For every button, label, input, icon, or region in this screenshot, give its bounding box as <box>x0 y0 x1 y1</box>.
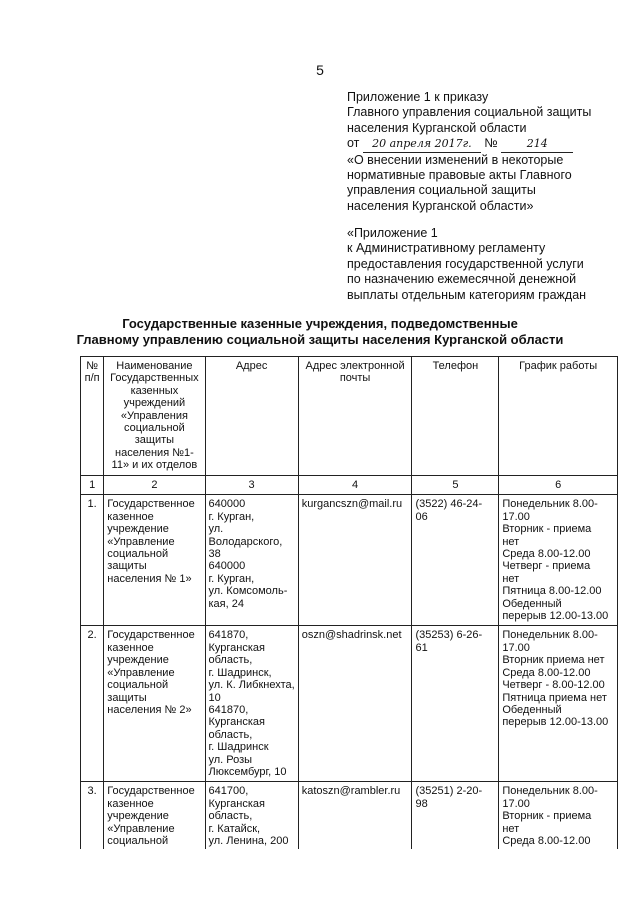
header-cell: Адрес <box>205 357 298 476</box>
institution-name-line: учреждение <box>107 523 169 536</box>
address-line: г. Катайск, <box>208 822 261 835</box>
regulation-line: по назначению ежемесячной денежной <box>347 272 577 287</box>
work-schedule-line: Пятница приема нет <box>502 691 607 704</box>
address-line: 640000 <box>208 498 246 511</box>
address-line: 641870, <box>208 629 249 642</box>
row-number: 2. <box>81 626 104 782</box>
institution-name <box>104 782 205 849</box>
institution-name <box>104 495 205 626</box>
institution-name-line: социальной <box>107 548 169 561</box>
work-schedule-line: Понедельник 8.00- <box>502 498 598 511</box>
header-cell: № п/п <box>81 357 104 476</box>
address-line: 641700, <box>208 785 249 798</box>
work-schedule-line: Вторник - приема <box>502 810 592 823</box>
document-title <box>0 316 640 348</box>
title-line: Государственные казенные учреждения, подведомственные <box>122 316 518 331</box>
column-number: 1 <box>81 476 104 495</box>
address-line: 641870, <box>208 703 249 716</box>
institution-name-line: казенное <box>107 641 154 654</box>
institution-name-line: учреждение <box>107 654 169 667</box>
work-schedule <box>499 626 618 782</box>
address <box>205 495 298 626</box>
address-line: Курганская <box>208 716 265 729</box>
institution-name-line: социальной <box>107 679 169 692</box>
work-schedule-line: нет <box>502 822 520 835</box>
institution-name-line: населения № 1» <box>107 572 192 585</box>
phone <box>412 626 499 782</box>
institutions-table <box>80 356 618 849</box>
phone <box>412 782 499 849</box>
work-schedule-line: Четверг - приема <box>502 560 591 573</box>
work-schedule-line: Обеденный <box>502 597 562 610</box>
appendix-1-header <box>347 90 591 214</box>
column-number-row <box>81 476 618 495</box>
address-line: Курганская <box>208 797 265 810</box>
address-line: г. Шадринск, <box>208 666 272 679</box>
work-schedule <box>499 782 618 849</box>
institution-name-line: Государственное <box>107 785 195 798</box>
appendix-regulation-header <box>347 226 586 303</box>
address-line: 10 <box>208 691 221 704</box>
address-line: г. Шадринск <box>208 741 269 754</box>
work-schedule-line: нет <box>502 572 520 585</box>
subject-line: управления социальной защиты <box>347 183 536 198</box>
work-schedule-line: Среда 8.00-12.00 <box>502 834 591 847</box>
work-schedule-line: Четверг - 8.00-12.00 <box>502 679 605 692</box>
work-schedule-line: перерыв 12.00-13.00 <box>502 716 609 729</box>
handwritten-date: 20 апреля 2017г. <box>363 136 481 152</box>
regulation-line: выплаты отдельным категориям граждан <box>347 287 587 302</box>
institution-name-line: казенное <box>107 797 154 810</box>
regulation-line: к Административному регламенту <box>347 241 546 256</box>
table-row <box>81 495 618 626</box>
address-line: г. Курган, <box>208 510 255 523</box>
institution-name-line: защиты <box>107 691 147 704</box>
institution-name-line: «Управление <box>107 666 175 679</box>
work-schedule-line: Обеденный <box>502 703 562 716</box>
work-schedule-line: 17.00 <box>502 510 530 523</box>
row-number: 3. <box>81 782 104 849</box>
address-line: область, <box>208 810 253 823</box>
address-line: ул. К. Либкнехта, <box>208 679 295 692</box>
institution-name-line: Государственное <box>107 629 195 642</box>
address-line: 38 <box>208 548 221 561</box>
work-schedule-line: 17.00 <box>502 641 530 654</box>
work-schedule-line: Среда 8.00-12.00 <box>502 666 591 679</box>
work-schedule-line: Среда 8.00-12.00 <box>502 548 591 561</box>
header-cell: Наименование Государственных казенных учреждений «Управления социальной защиты населения №1-11» и их отделов <box>104 357 205 476</box>
column-number: 6 <box>499 476 618 495</box>
institution-name <box>104 626 205 782</box>
address-line: кая, 24 <box>208 597 244 610</box>
header-cell: График работы <box>499 357 618 476</box>
address <box>205 626 298 782</box>
work-schedule-line: Понедельник 8.00- <box>502 785 598 798</box>
appendix-line: населения Курганской области <box>347 120 527 135</box>
subject-line: населения Курганской области» <box>347 198 534 213</box>
handwritten-number: 214 <box>501 136 573 152</box>
from-label: от <box>347 136 360 151</box>
row-number: 1. <box>81 495 104 626</box>
appendix-subject <box>347 153 591 215</box>
institution-name-line: Государственное <box>107 498 195 511</box>
institution-name-line: защиты <box>107 560 147 573</box>
institution-name-line: учреждение <box>107 810 169 823</box>
order-date-number-line <box>347 136 591 152</box>
header-cell: Адрес электронной почты <box>298 357 412 476</box>
phone-line: (35253) 6-26- <box>415 629 483 642</box>
work-schedule <box>499 495 618 626</box>
table-row <box>81 626 618 782</box>
address-line: область, <box>208 728 253 741</box>
address-line: ул. Ленина, 200 <box>208 834 289 847</box>
institution-name-line: «Управление <box>107 822 175 835</box>
regulation-line: предоставления государственной услуги <box>347 256 584 271</box>
number-label: № <box>484 136 498 151</box>
appendix-line: Главного управления социальной защиты <box>347 105 592 120</box>
page-number: 5 <box>316 62 324 78</box>
phone-line: 61 <box>415 641 428 654</box>
regulation-line: «Приложение 1 <box>347 226 438 240</box>
work-schedule-line: Пятница 8.00-12.00 <box>502 585 602 598</box>
address-line: область, <box>208 654 253 667</box>
phone <box>412 495 499 626</box>
column-number: 4 <box>298 476 412 495</box>
work-schedule-line: 17.00 <box>502 797 530 810</box>
table-viewport <box>80 356 620 849</box>
address-line: ул. Комсомоль- <box>208 585 288 598</box>
address-line: ул. Володарского, <box>208 523 283 548</box>
address <box>205 782 298 849</box>
institution-name-line: «Управление <box>107 535 175 548</box>
phone-line: (3522) 46-24- <box>415 498 483 511</box>
institution-name-line: населения № 2» <box>107 703 192 716</box>
phone-line: 98 <box>415 797 428 810</box>
work-schedule-line: Вторник - приема <box>502 523 592 536</box>
address-line: 640000 <box>208 560 246 573</box>
appendix-line: Приложение 1 к приказу <box>347 90 489 104</box>
subject-line: нормативные правовые акты Главного <box>347 168 572 183</box>
phone-line: (35251) 2-20- <box>415 785 483 798</box>
table-header-row <box>81 357 618 476</box>
phone-line: 06 <box>415 510 428 523</box>
title-line: Главному управлению социальной защиты населения Курганской области <box>76 332 564 347</box>
table-row <box>81 782 618 849</box>
address-line: Курганская <box>208 641 265 654</box>
address-line: Люксембург, 10 <box>208 765 287 778</box>
column-number: 3 <box>205 476 298 495</box>
address-line: г. Курган, <box>208 572 255 585</box>
column-number: 2 <box>104 476 205 495</box>
email: oszn@shadrinsk.net <box>298 626 412 782</box>
email: kurgancszn@mail.ru <box>298 495 412 626</box>
work-schedule-line: Вторник приема нет <box>502 654 605 667</box>
work-schedule-line: перерыв 12.00-13.00 <box>502 610 609 623</box>
institution-name-line: социальной <box>107 834 169 847</box>
subject-line: «О внесении изменений в некоторые <box>347 152 564 167</box>
email: katoszn@rambler.ru <box>298 782 412 849</box>
header-cell: Телефон <box>412 357 499 476</box>
work-schedule-line: Понедельник 8.00- <box>502 629 598 642</box>
work-schedule-line: нет <box>502 535 520 548</box>
column-number: 5 <box>412 476 499 495</box>
institution-name-line: казенное <box>107 510 154 523</box>
table-body <box>81 495 618 849</box>
address-line: ул. Розы <box>208 753 253 766</box>
